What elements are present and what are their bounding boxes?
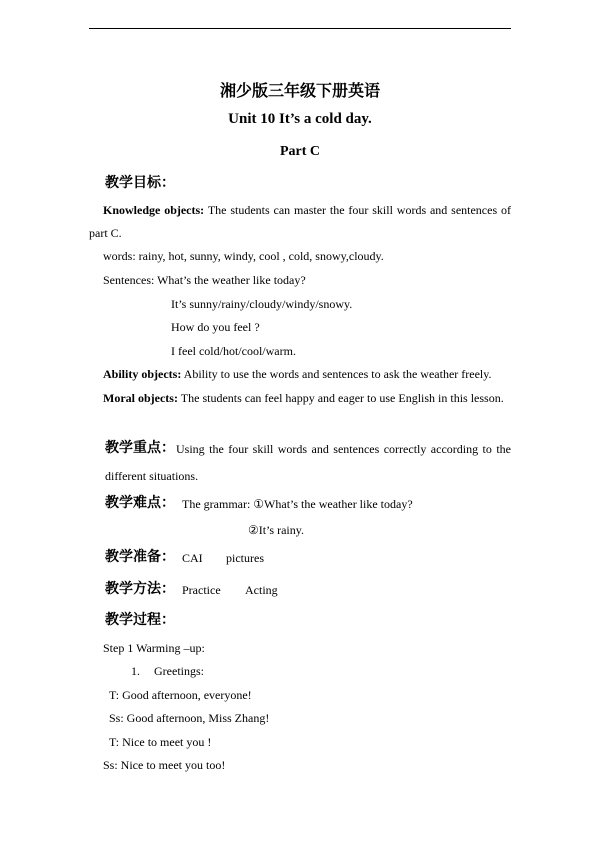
moral-objects-label: Moral objects: <box>103 391 178 405</box>
ability-objects-text: Ability to use the words and sentences to ask the weather freely. <box>183 367 492 381</box>
knowledge-objects-continuation: part C. <box>89 226 122 240</box>
knowledge-objects-label: Knowledge objects: <box>103 203 205 217</box>
key-points-text: Using the four skill words and sentences correctly according to the <box>176 442 511 456</box>
step-heading: Step 1 Warming –up: <box>103 641 205 655</box>
sentence-item: I feel cold/hot/cool/warm. <box>171 344 296 358</box>
preparation-label: 教学准备： <box>105 550 175 565</box>
knowledge-objects-line <box>103 203 511 218</box>
unit-title: Unit 10 It’s a cold day. <box>228 111 372 127</box>
dialogue-line: Ss: Nice to meet you too! <box>103 758 226 772</box>
key-points-label: 教学重点： <box>105 441 175 456</box>
list-number: 1. <box>131 664 140 678</box>
ability-objects-label: Ability objects: <box>103 367 182 381</box>
words-line: words: rainy, hot, sunny, windy, cool , cold, snowy,cloudy. <box>103 249 384 263</box>
moral-objects-text: The students can feel happy and eager to use English in this lesson. <box>180 391 504 405</box>
list-item-label: Greetings: <box>154 664 204 678</box>
preparation-item: CAI <box>182 551 203 565</box>
sentence-item: It’s sunny/rainy/cloudy/windy/snowy. <box>171 297 353 311</box>
moral-objects-line <box>103 391 504 406</box>
dialogue-line: Ss: Good afternoon, Miss Zhang! <box>109 711 270 725</box>
process-label: 教学过程： <box>105 613 175 628</box>
sentences-line: Sentences: What’s the weather like today? <box>103 273 306 287</box>
difficulties-continuation: ②It’s rainy. <box>248 523 304 537</box>
preparation-item: pictures <box>226 551 264 565</box>
ability-objects-line <box>103 367 491 382</box>
objectives-heading: 教学目标： <box>105 176 175 191</box>
methods-label: 教学方法： <box>105 582 175 597</box>
header-rule <box>89 28 511 29</box>
knowledge-objects-text: The students can master the four skill words and sentences of <box>207 203 511 217</box>
dialogue-line: T: Good afternoon, everyone! <box>109 688 252 702</box>
method-item: Acting <box>245 583 278 597</box>
part-title: Part C <box>279 144 321 159</box>
method-item: Practice <box>182 583 221 597</box>
difficulties-label: 教学难点： <box>105 496 175 511</box>
difficulties-text: The grammar: ①What’s the weather like today? <box>182 497 413 511</box>
sentence-item: How do you feel ? <box>171 320 260 334</box>
document-title: 湘少版三年级下册英语 <box>219 83 380 100</box>
key-points-continuation: different situations. <box>105 469 199 483</box>
dialogue-line: T: Nice to meet you ! <box>109 735 212 749</box>
